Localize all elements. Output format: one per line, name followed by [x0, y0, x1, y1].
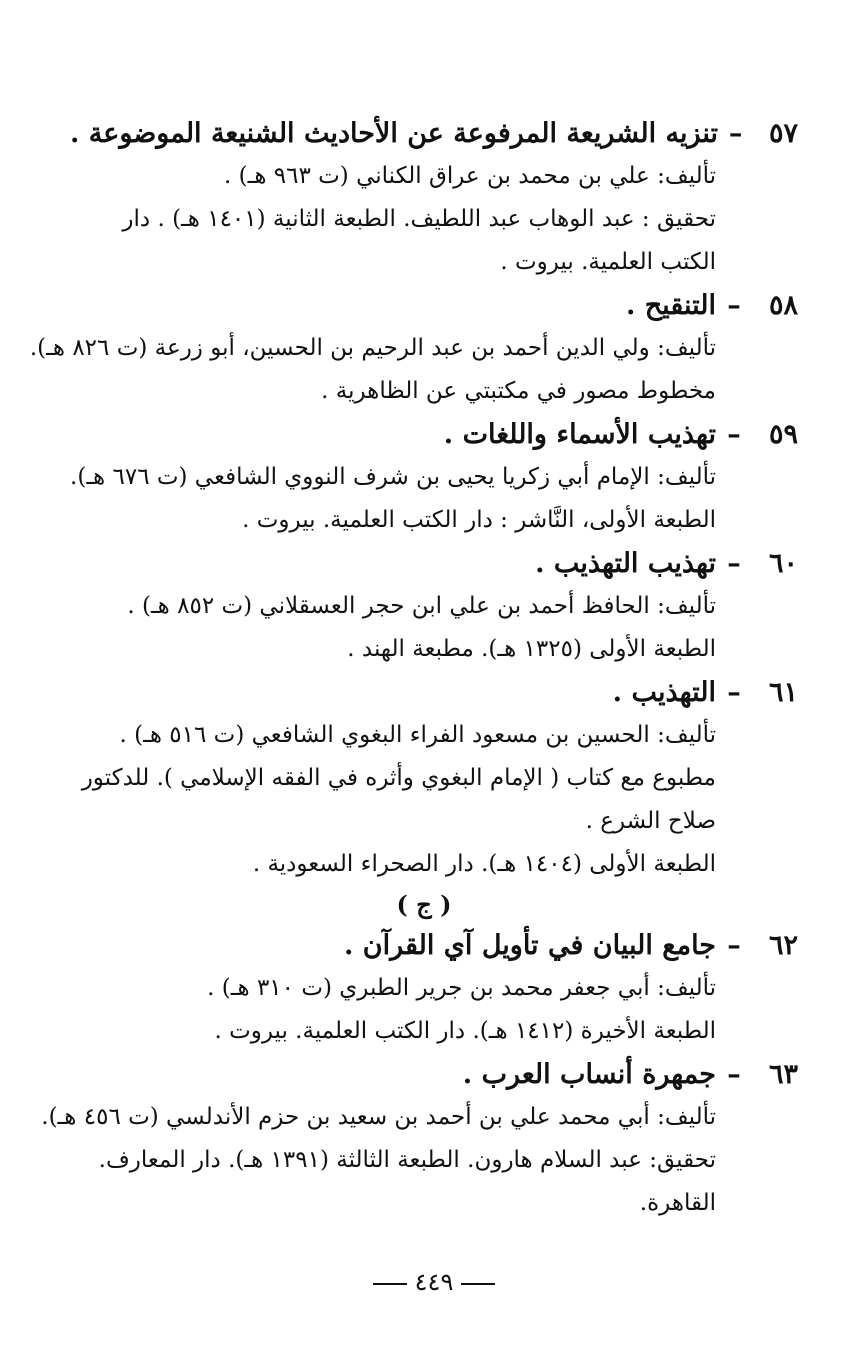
entry-heading: [70, 413, 798, 456]
entry-line: تأليف: الإمام أبي زكريا يحيى بن شرف النووي الشافعي (ت ٦٧٦ هـ).: [70, 464, 716, 490]
entry-title: تهذيب التهذيب .: [535, 548, 716, 579]
entry-heading: [70, 542, 798, 585]
footer-rule: [461, 1283, 495, 1285]
bibliography-entry: [70, 671, 798, 886]
entry-dash: –: [727, 290, 741, 321]
bibliography-entry: [70, 112, 798, 284]
entry-number: ٦٢: [768, 930, 798, 961]
entry-line: تأليف: ولي الدين أحمد بن عبد الرحيم بن الحسين، أبو زرعة (ت ٨٢٦ هـ).: [29, 335, 716, 361]
entry-heading: [70, 284, 798, 327]
bibliography-entry: [41, 1053, 798, 1225]
bibliography-entry: [70, 542, 798, 671]
entry-number: ٦٠: [768, 548, 798, 579]
entry-line: الطبعة الأولى (١٣٢٥ هـ). مطبعة الهند .: [347, 636, 716, 662]
entry-line: مطبوع مع كتاب ( الإمام البغوي وأثره في الفقه الإسلامي ). للدكتور: [81, 765, 716, 791]
page-number: ٤٤٩: [414, 1268, 454, 1296]
entry-title: تهذيب الأسماء واللغات .: [443, 419, 716, 450]
entry-line: القاهرة.: [639, 1190, 716, 1216]
section-letter-heading: ( ج ): [396, 890, 452, 919]
entry-heading: [70, 671, 798, 714]
bibliography-page: [29, 112, 798, 1225]
entry-dash: –: [727, 1059, 741, 1090]
entry-dash: –: [727, 548, 741, 579]
entry-line: تأليف: أبي جعفر محمد بن جرير الطبري (ت ٣١٠ هـ) .: [207, 975, 716, 1001]
entry-number: ٥٧: [768, 118, 798, 149]
entry-line: صلاح الشرع .: [585, 808, 716, 834]
footer-rule: [373, 1283, 407, 1285]
entry-dash: –: [727, 930, 741, 961]
entry-line: الطبعة الأولى (١٤٠٤ هـ). دار الصحراء السعودية .: [252, 851, 716, 877]
entry-heading: [70, 924, 798, 967]
entry-line: مخطوط مصور في مكتبتي عن الظاهرية .: [321, 378, 716, 404]
entry-title: تنزيه الشريعة المرفوعة عن الأحاديث الشنيعة الموضوعة .: [70, 118, 719, 149]
entry-number: ٥٩: [768, 419, 798, 450]
entry-title: جامع البيان في تأويل آي القرآن .: [343, 930, 716, 961]
entry-line: تحقيق: عبد السلام هارون. الطبعة الثالثة (١٣٩١ هـ). دار المعارف.: [98, 1147, 716, 1173]
entry-line: تأليف: الحسين بن مسعود الفراء البغوي الشافعي (ت ٥١٦ هـ) .: [119, 722, 716, 748]
entry-heading: [70, 112, 798, 155]
entry-line: تحقيق : عبد الوهاب عبد اللطيف. الطبعة الثانية (١٤٠١ هـ) . دار: [122, 206, 716, 232]
page-footer: [0, 1262, 868, 1302]
entry-dash: –: [728, 118, 743, 149]
entry-title: التنقيح .: [625, 290, 716, 321]
bibliography-entry: [70, 924, 798, 1053]
entry-number: ٦١: [768, 677, 798, 708]
entry-number: ٦٣: [768, 1059, 798, 1090]
entry-dash: –: [727, 677, 741, 708]
entry-line: تأليف: أبي محمد علي بن أحمد بن سعيد بن حزم الأندلسي (ت ٤٥٦ هـ).: [41, 1104, 716, 1130]
entry-heading: [70, 1053, 798, 1096]
entry-line: الطبعة الأولى، النَّاشر : دار الكتب العلمية. بيروت .: [242, 507, 716, 533]
entry-number: ٥٨: [768, 290, 798, 321]
bibliography-entry: [70, 413, 798, 542]
bibliography-entry: [29, 284, 798, 413]
entry-dash: –: [727, 419, 741, 450]
entry-title: جمهرة أنساب العرب .: [462, 1059, 716, 1090]
entry-title: التهذيب .: [612, 677, 716, 708]
entry-line: الكتب العلمية. بيروت .: [500, 249, 716, 275]
entry-line: الطبعة الأخيرة (١٤١٢ هـ). دار الكتب العلمية. بيروت .: [214, 1018, 716, 1044]
entry-line: تأليف: الحافظ أحمد بن علي ابن حجر العسقلاني (ت ٨٥٢ هـ) .: [127, 593, 716, 619]
entry-line: تأليف: علي بن محمد بن عراق الكناني (ت ٩٦٣ هـ) .: [223, 163, 716, 189]
